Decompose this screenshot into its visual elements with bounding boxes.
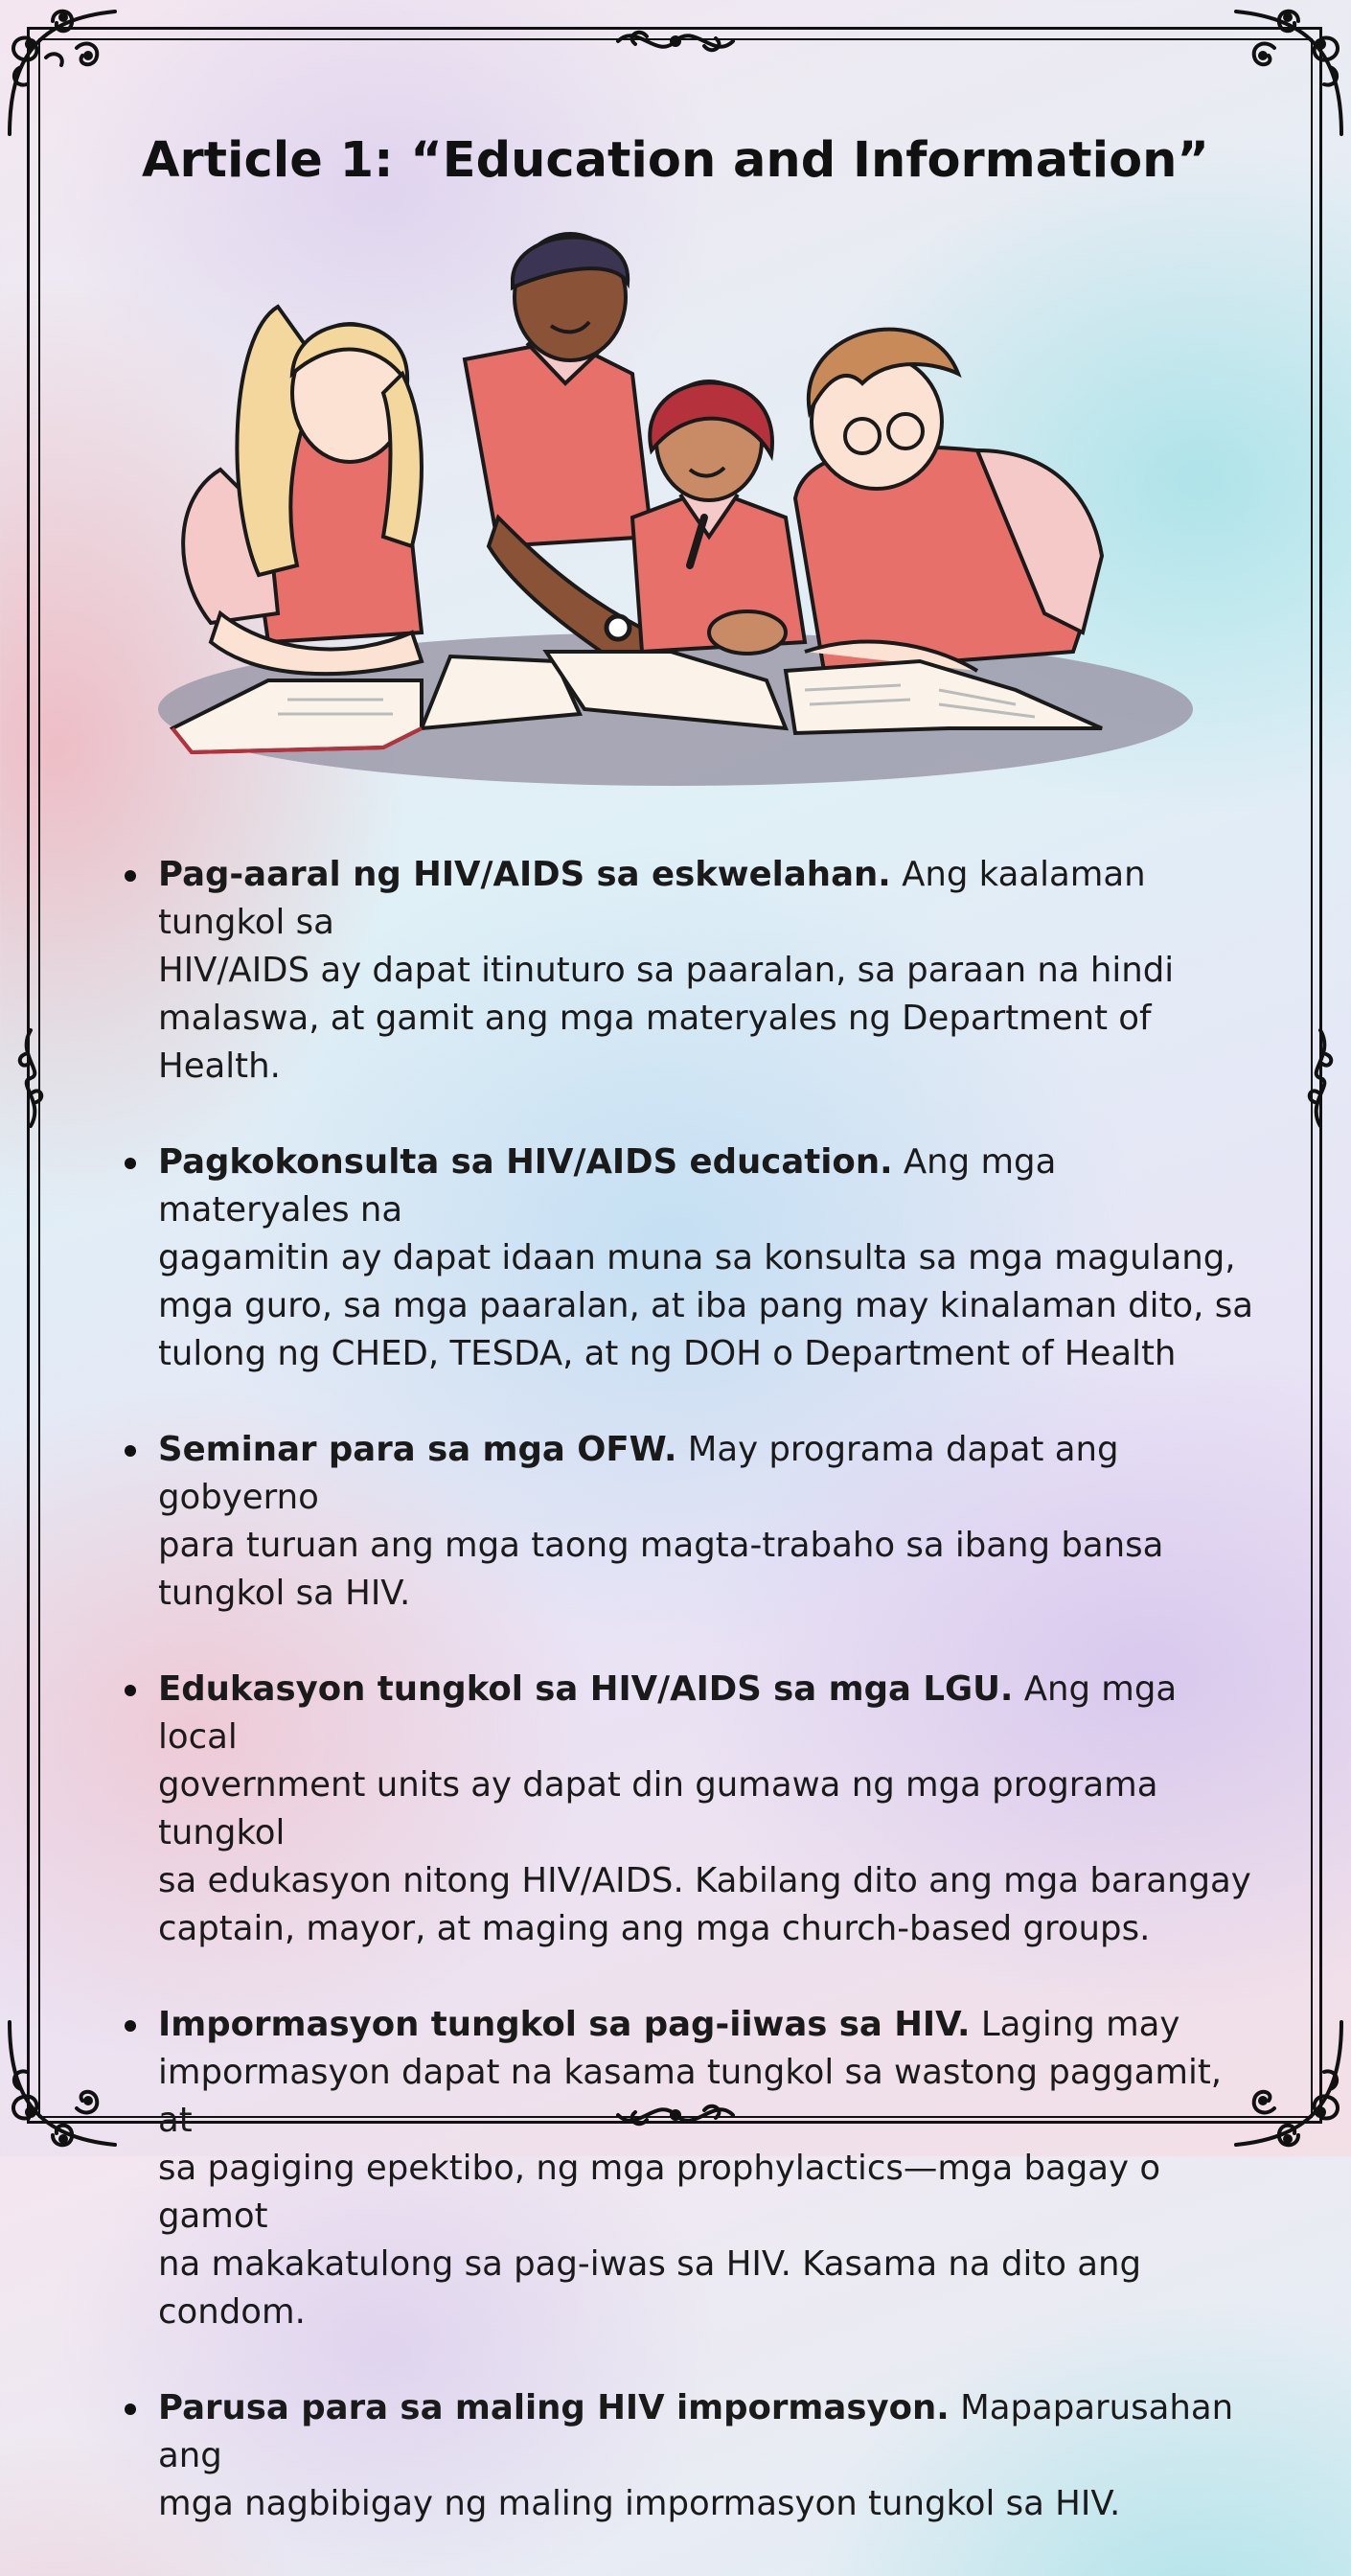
bullet-icon — [125, 1158, 136, 1169]
item-text: mga guro, sa mga paaralan, at iba pang may kinalaman dito, sa — [158, 1286, 1253, 1325]
item-heading: Pag-aaral ng HIV/AIDS sa eskwelahan. — [158, 855, 891, 894]
item-text: tulong ng CHED, TESDA, at ng DOH o Department of Health — [158, 1334, 1177, 1373]
bullet-icon — [125, 2404, 136, 2415]
item-text: captain, mayor, at maging ang mga church-based groups. — [158, 1909, 1151, 1948]
item-text: tungkol sa HIV. — [158, 1574, 411, 1613]
student-left-figure — [183, 307, 422, 674]
student-middle-figure — [632, 381, 805, 654]
scroll-ornament-icon — [11, 1025, 50, 1131]
item-text: Ang mga local — [158, 1669, 1178, 1757]
list-item — [123, 1138, 1253, 1378]
bullet-icon — [125, 1445, 136, 1457]
student-right-figure — [795, 330, 1102, 671]
item-text: para turuan ang mga taong magta-trabaho sa ibang bansa — [158, 1526, 1164, 1565]
list-item — [123, 2001, 1253, 2336]
flourish-corner-icon — [0, 0, 144, 144]
item-text: malaswa, at gamit ang mga materyales ng Department of Health. — [158, 999, 1152, 1086]
item-heading: Impormasyon tungkol sa pag-iiwas sa HIV. — [158, 2005, 971, 2044]
item-text: na makakatulong sa pag-iwas sa HIV. Kasama na dito ang condom. — [158, 2244, 1142, 2332]
item-heading: Edukasyon tungkol sa HIV/AIDS sa mga LGU. — [158, 1669, 1014, 1709]
item-text: Mapaparusahan ang — [158, 2388, 1234, 2475]
flourish-corner-icon — [1207, 0, 1351, 144]
item-text: gagamitin ay dapat idaan muna sa konsulta sa mga magulang, — [158, 1238, 1236, 1277]
scroll-ornament-icon — [1301, 1025, 1340, 1131]
item-heading: Parusa para sa maling HIV impormasyon. — [158, 2388, 950, 2427]
item-text: May programa dapat ang gobyerno — [158, 1430, 1119, 1517]
bullet-icon — [125, 870, 136, 882]
item-text: Ang kaalaman tungkol sa — [158, 855, 1146, 942]
list-item — [123, 851, 1253, 1091]
students-studying-illustration — [134, 230, 1217, 805]
bullet-icon — [125, 2020, 136, 2032]
item-text: government units ay dapat din gumawa ng mga programa tungkol — [158, 1765, 1158, 1852]
item-heading: Pagkokonsulta sa HIV/AIDS education. — [158, 1142, 893, 1182]
item-text: sa edukasyon nitong HIV/AIDS. Kabilang dito ang mga barangay — [158, 1861, 1251, 1900]
item-text: mga nagbibigay ng maling impormasyon tungkol sa HIV. — [158, 2484, 1121, 2523]
article-provisions-list — [123, 851, 1253, 2576]
page-title: Article 1: “Education and Information” — [142, 132, 1209, 189]
list-item — [123, 2384, 1253, 2528]
item-text: HIV/AIDS ay dapat itinuturo sa paaralan, sa paraan na hindi — [158, 951, 1175, 990]
bullet-icon — [125, 1685, 136, 1696]
scroll-ornament-icon — [608, 17, 743, 65]
list-item — [123, 1666, 1253, 1953]
item-text: Ang mga materyales na — [158, 1142, 1057, 1230]
item-heading: Seminar para sa mga OFW. — [158, 1430, 677, 1469]
list-item — [123, 1426, 1253, 1618]
item-text: Laging may — [970, 2005, 1180, 2044]
item-text: sa pagiging epektibo, ng mga prophylactics—mga bagay o gamot — [158, 2149, 1161, 2236]
item-text: impormasyon dapat na kasama tungkol sa wastong paggamit, at — [158, 2053, 1223, 2140]
